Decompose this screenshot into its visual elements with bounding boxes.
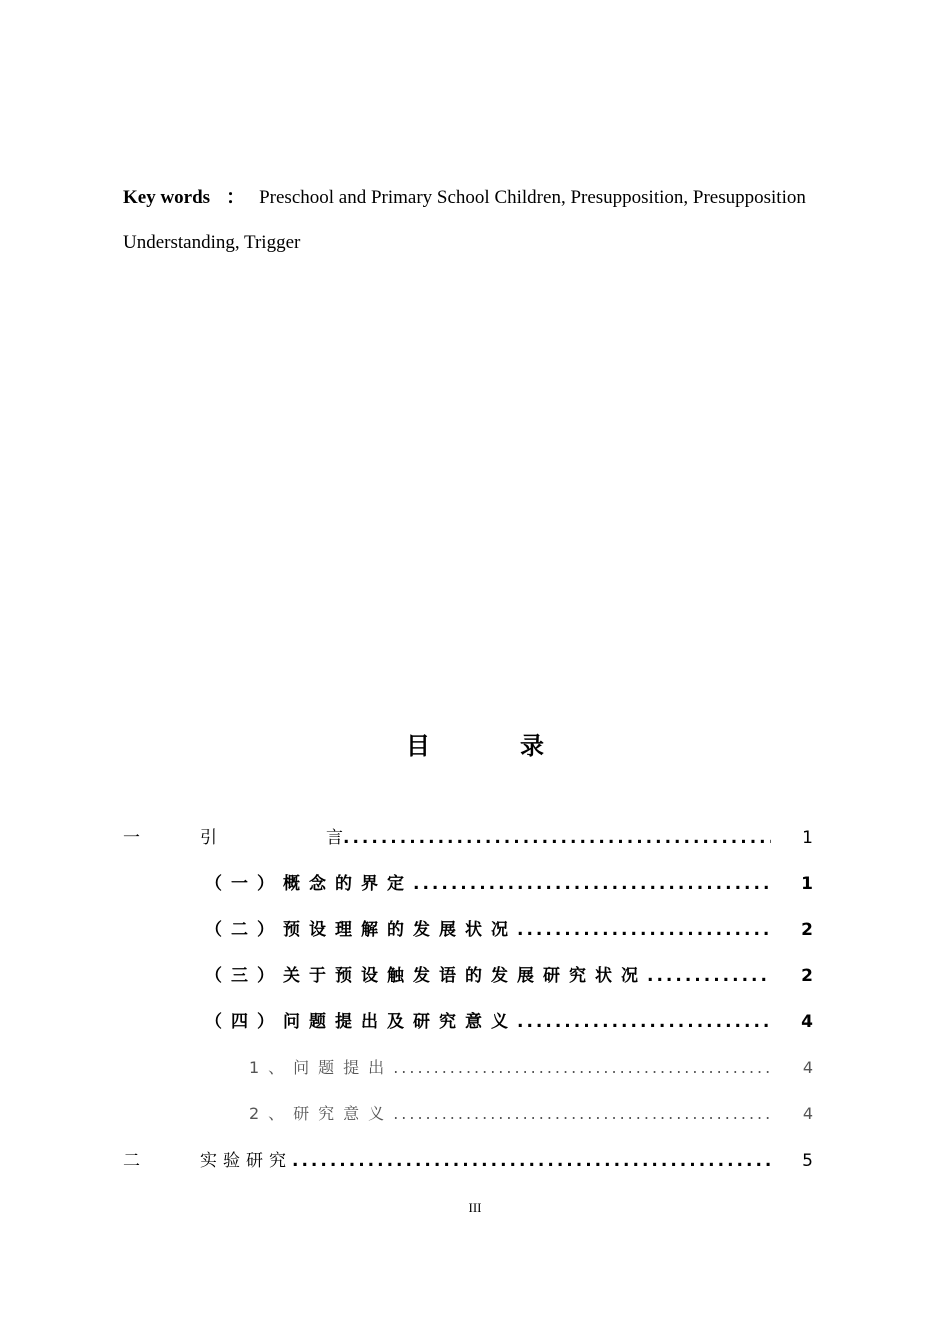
toc-leader-dots: [393, 1099, 771, 1129]
toc-entry-label: 实验研究: [200, 1151, 292, 1171]
toc-entry-1-4-2[interactable]: [123, 1099, 813, 1129]
toc-entry-page: 2: [801, 966, 813, 986]
toc-title-char-2: 录: [520, 732, 544, 760]
keywords-colon: ：: [226, 187, 246, 208]
toc-entry-label: （二）预设理解的发展状况: [205, 920, 517, 940]
toc-leader-dots: [647, 961, 771, 991]
toc-leader-dots: [517, 915, 771, 945]
toc-entry-1-4-1[interactable]: [123, 1053, 813, 1083]
toc-entry-introduction[interactable]: [123, 823, 813, 853]
toc-title-char-1: 目: [406, 732, 430, 760]
toc-entry-page: 4: [802, 1104, 813, 1123]
toc-entry-label: （一）概念的界定: [205, 874, 413, 894]
keywords-text: Preschool and Primary School Children, Presupposition, Presupposition Understanding, Trigger: [123, 187, 806, 253]
toc-entry-number: 二: [123, 1151, 140, 1171]
toc-entry-page: 1: [801, 874, 813, 894]
toc-title: [0, 728, 950, 764]
toc-entry-1-4[interactable]: [123, 1007, 813, 1037]
toc-entry-label: 2、研究意义: [249, 1104, 394, 1123]
toc-leader-dots: [393, 1053, 771, 1083]
keywords-paragraph: [123, 175, 813, 265]
toc-entry-label: （三）关于预设触发语的发展研究状况: [205, 966, 647, 986]
toc-leader-dots: [292, 1146, 771, 1176]
toc-entry-1-1[interactable]: [123, 869, 813, 899]
toc-entry-label: （四）问题提出及研究意义: [205, 1012, 517, 1032]
toc-entry-page: 5: [802, 1151, 813, 1171]
keywords-label: Key words: [123, 187, 211, 208]
toc-entry-page: 1: [802, 828, 813, 848]
toc-entry-label: 1、问题提出: [249, 1058, 394, 1077]
toc-entry-1-2[interactable]: [123, 915, 813, 945]
page-number: III: [468, 1200, 482, 1215]
toc-leader-dots: [413, 869, 771, 899]
toc-entry-page: 4: [802, 1058, 813, 1077]
toc-entry-experimental-study[interactable]: [123, 1146, 813, 1176]
toc-leader-dots: [343, 823, 771, 853]
toc-leader-dots: [517, 1007, 771, 1037]
toc-entry-number: 一: [123, 828, 140, 848]
toc-entry-label: 引 言: [200, 828, 343, 848]
toc-entry-1-3[interactable]: [123, 961, 813, 991]
toc-entry-page: 2: [801, 920, 813, 940]
toc-entry-page: 4: [801, 1012, 813, 1032]
